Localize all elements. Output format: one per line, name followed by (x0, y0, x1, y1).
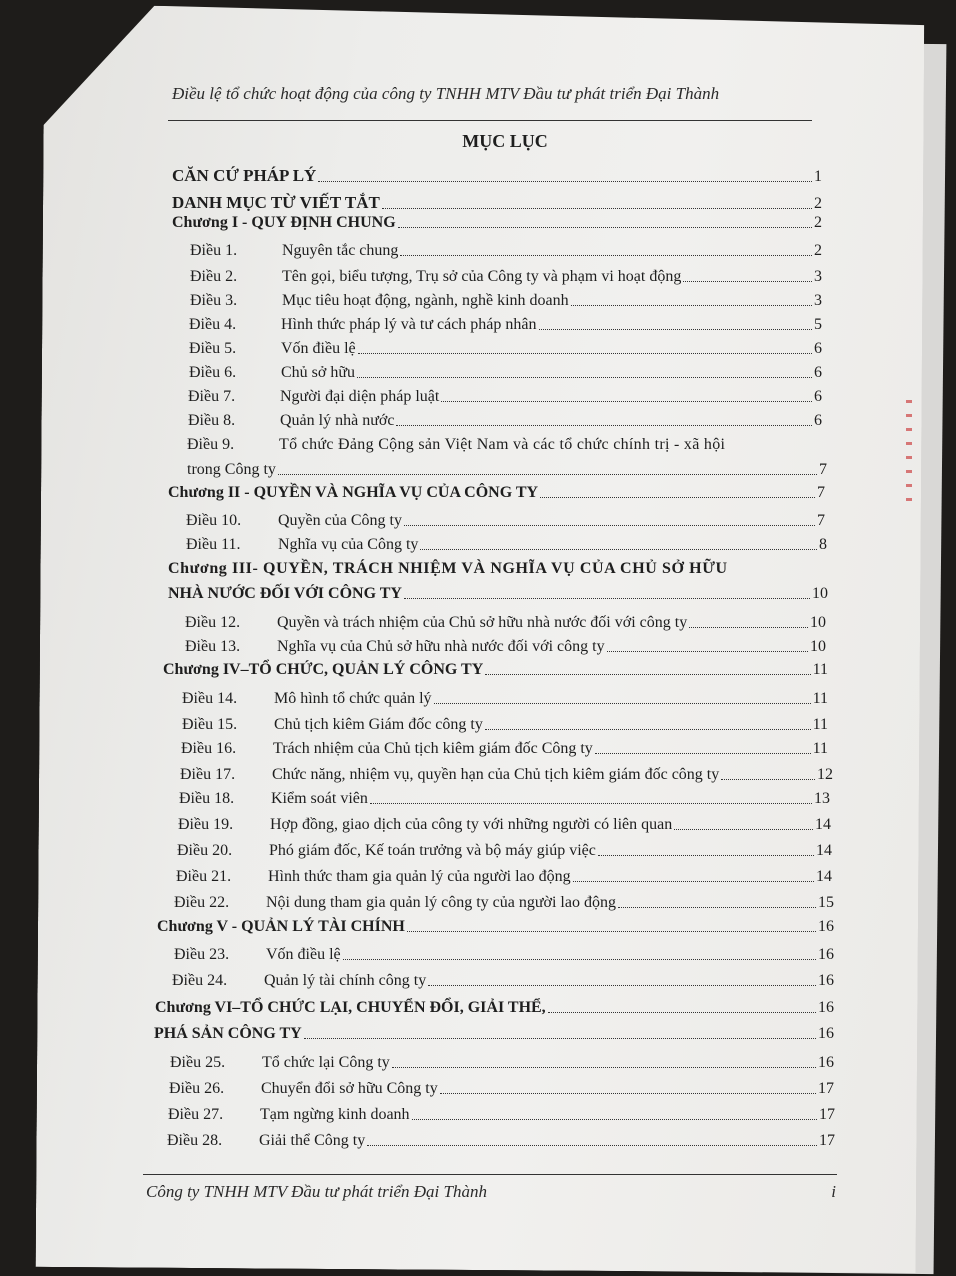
toc-article-title: Tổ chức Đảng Cộng sản Việt Nam và các tổ chức chính trị - xã hội (279, 436, 726, 453)
toc-chapter-entry[interactable] (157, 918, 834, 936)
edge-marks (906, 400, 912, 510)
footer-company: Công ty TNHH MTV Đầu tư phát triển Đại Thành (146, 1182, 487, 1201)
dot-leader (548, 1012, 816, 1013)
dot-leader (674, 829, 813, 830)
toc-page-number: 8 (819, 536, 827, 553)
toc-article-entry[interactable] (174, 894, 834, 912)
toc-article-entry[interactable] (189, 364, 822, 382)
toc-article-entry[interactable] (170, 1054, 834, 1072)
toc-article-number: Điều 16. (181, 740, 237, 757)
toc-article-number: Điều 3. (190, 292, 238, 309)
toc-entry-title: Mục tiêu hoạt động, ngành, nghề kinh doanh (282, 292, 569, 309)
toc-entry-title: Quản lý nhà nước (280, 412, 395, 429)
toc-entry-title: Tên gọi, biểu tượng, Trụ sở của Công ty và phạm vi hoạt động (282, 268, 682, 285)
dot-leader (398, 227, 812, 228)
toc-entry-title: Hình thức pháp lý và tư cách pháp nhân (281, 316, 537, 333)
dot-leader (683, 281, 812, 282)
dot-leader (607, 651, 808, 652)
toc-page-number: 14 (816, 842, 832, 859)
toc-entry-title: DANH MỤC TỪ VIẾT TẮT (172, 193, 380, 212)
dot-leader (595, 753, 811, 754)
toc-page-number: 16 (818, 1025, 834, 1042)
dot-leader (540, 497, 815, 498)
toc-entry-title: Người đại diện pháp luật (280, 388, 440, 405)
toc-article-number: Điều 6. (189, 364, 237, 381)
toc-article-entry[interactable] (185, 614, 826, 632)
toc-page-number: 10 (810, 638, 826, 655)
toc-entry-title: Chủ sở hữu (281, 364, 356, 381)
toc-entry-title: Mô hình tổ chức quản lý (274, 690, 432, 707)
toc-page-number: 14 (815, 816, 831, 833)
toc-page-number: 7 (817, 512, 825, 529)
dot-leader (721, 779, 815, 780)
toc-page-number: 12 (817, 766, 833, 783)
toc-article-number: Điều 11. (186, 536, 241, 553)
toc-entry-title: Chương VI–TỔ CHỨC LẠI, CHUYỂN ĐỔI, GIẢI THỂ, (155, 999, 546, 1016)
toc-article-entry[interactable] (188, 388, 822, 406)
toc-article-entry[interactable] (189, 316, 822, 334)
toc-page-number: 16 (818, 1054, 834, 1071)
dot-leader (370, 803, 812, 804)
toc-article-number: Điều 5. (189, 340, 237, 357)
dot-leader (571, 305, 812, 306)
toc-page-number: 5 (814, 316, 822, 333)
toc-article-continuation[interactable] (187, 461, 827, 479)
dot-leader (485, 729, 811, 730)
toc-article-entry[interactable] (190, 242, 822, 260)
toc-page-number: 2 (814, 242, 822, 259)
toc-page-number: 17 (819, 1132, 835, 1149)
toc-article-entry[interactable] (177, 842, 832, 860)
toc-entry-title: Chương I - QUY ĐỊNH CHUNG (172, 214, 396, 231)
toc-page-number: 16 (818, 918, 834, 935)
dot-leader (441, 401, 812, 402)
toc-entry-title: Chuyển đổi sở hữu Công ty (261, 1080, 438, 1097)
toc-chapter-entry[interactable] (163, 661, 828, 679)
toc-page-number: 7 (817, 484, 825, 501)
toc-entry-title: Hợp đồng, giao dịch của công ty với những người có liên quan (270, 816, 673, 833)
toc-entry-title: PHÁ SẢN CÔNG TY (154, 1025, 302, 1042)
toc-entry-title: Quyền của Công ty (278, 512, 402, 529)
dot-leader (618, 907, 816, 908)
toc-article-number: Điều 2. (190, 268, 238, 285)
toc-article-entry[interactable] (179, 790, 830, 808)
dot-leader (689, 627, 808, 628)
dot-leader (434, 703, 811, 704)
toc-page-number: 6 (814, 412, 822, 429)
toc-entry-title: Giải thể Công ty (259, 1132, 366, 1149)
toc-article-entry[interactable] (182, 716, 828, 734)
toc-page-number: 15 (818, 894, 834, 911)
toc-article-number: Điều 1. (190, 242, 238, 259)
toc-entry-title: Trách nhiệm của Chủ tịch kiêm giám đốc Công ty (273, 740, 593, 757)
toc-page-number: 6 (814, 364, 822, 381)
footer-rule (143, 1174, 837, 1175)
toc-entry-title: Chương V - QUẢN LÝ TÀI CHÍNH (157, 918, 405, 935)
toc-article-number: Điều 21. (176, 868, 232, 885)
toc-page-number: 6 (814, 340, 822, 357)
toc-article-entry[interactable] (174, 946, 834, 964)
toc-article-number: Điều 17. (180, 766, 236, 783)
dot-leader (404, 598, 810, 599)
toc-page-number: 17 (818, 1080, 834, 1097)
toc-page-number: 2 (814, 195, 822, 212)
footer-page-number: i (831, 1182, 836, 1201)
running-footer (146, 1182, 836, 1202)
toc-article-entry[interactable] (190, 268, 822, 286)
toc-article-entry[interactable] (172, 972, 834, 990)
toc-page-number: 6 (814, 388, 822, 405)
toc-article-entry[interactable] (167, 1132, 835, 1150)
dot-leader (392, 1067, 816, 1068)
dot-leader (367, 1145, 817, 1146)
toc-article-entry[interactable] (169, 1080, 834, 1098)
toc-entry-title: CĂN CỨ PHÁP LÝ (172, 166, 317, 185)
toc-article-number: Điều 7. (188, 388, 236, 405)
toc-page-number: 16 (818, 972, 834, 989)
dot-leader (400, 255, 812, 256)
toc-chapter-entry[interactable] (168, 484, 825, 502)
toc-chapter-entry[interactable] (172, 214, 822, 232)
toc-article-entry[interactable] (190, 292, 822, 310)
dot-leader (357, 377, 812, 378)
toc-article-entry[interactable] (180, 766, 833, 784)
toc-entry-title: Tạm ngừng kinh doanh (260, 1106, 410, 1123)
toc-entry-title: Vốn điều lệ (281, 340, 356, 357)
toc-top-entry[interactable] (172, 166, 822, 186)
toc-entry-title: Chương II - QUYỀN VÀ NGHĨA VỤ CỦA CÔNG TY (168, 484, 539, 501)
toc-page-number: 11 (812, 740, 828, 757)
toc-page-number: 16 (818, 946, 834, 963)
toc-page-number: 10 (812, 585, 828, 602)
toc-article-entry[interactable] (186, 536, 827, 554)
toc-article-entry[interactable] (176, 868, 832, 886)
dot-leader (407, 931, 816, 932)
running-header: Điều lệ tổ chức hoạt động của công ty TNHH MTV Đầu tư phát triển Đại Thành (172, 84, 720, 103)
toc-chapter-continuation[interactable] (168, 585, 828, 603)
toc-title: MỤC LỤC (462, 131, 548, 151)
dot-leader (420, 549, 817, 550)
toc-page-number: 16 (818, 999, 834, 1016)
toc-article-entry[interactable] (178, 816, 831, 834)
toc-title-cont: NHÀ NƯỚC ĐỐI VỚI CÔNG TY (168, 585, 402, 602)
toc-entry-title: Quyền và trách nhiệm của Chủ sở hữu nhà nước đối với công ty (277, 614, 688, 631)
toc-entry-title: Chủ tịch kiêm Giám đốc công ty (274, 716, 483, 733)
dot-leader (440, 1093, 816, 1094)
toc-article-number: Điều 15. (182, 716, 238, 733)
toc-page-number: 17 (819, 1106, 835, 1123)
toc-article-entry[interactable] (181, 740, 828, 758)
toc-article-entry[interactable] (189, 340, 822, 358)
toc-entry-title: Nội dung tham gia quản lý công ty của người lao động (266, 894, 616, 911)
dot-leader (343, 959, 816, 960)
toc-page-number: 14 (816, 868, 832, 885)
toc-page-number: 11 (812, 661, 828, 678)
toc-page-number: 3 (814, 268, 822, 285)
toc-title-cont: trong Công ty (187, 461, 276, 478)
toc-page-number: 3 (814, 292, 822, 309)
toc-article-number: Điều 4. (189, 316, 237, 333)
toc-chapter-title: Chương III- QUYỀN, TRÁCH NHIỆM VÀ NGHĨA VỤ CỦA CHỦ SỞ HỮU (168, 560, 728, 577)
dot-leader (428, 985, 816, 986)
dot-leader (539, 329, 813, 330)
dot-leader (396, 425, 812, 426)
toc-page-number: 11 (812, 716, 828, 733)
toc-article-number: Điều 27. (168, 1106, 224, 1123)
toc-article-entry[interactable] (185, 638, 826, 656)
toc-page-number: 11 (812, 690, 828, 707)
toc-article-entry[interactable] (188, 412, 822, 430)
dot-leader (573, 881, 814, 882)
toc-article-number: Điều 10. (186, 512, 242, 529)
toc-article-number: Điều 25. (170, 1054, 226, 1071)
toc-entry-title: Kiểm soát viên (271, 790, 368, 807)
toc-article-entry[interactable] (186, 512, 825, 530)
dot-leader (412, 1119, 817, 1120)
toc-article-number: Điều 28. (167, 1132, 223, 1149)
toc-entry-title: Quản lý tài chính công ty (264, 972, 427, 989)
toc-entry-title: Hình thức tham gia quản lý của người lao động (268, 868, 571, 885)
toc-entry-title: Nguyên tắc chung (282, 242, 399, 259)
toc-page-number: 13 (814, 790, 830, 807)
dot-leader (358, 353, 812, 354)
dot-leader (304, 1038, 816, 1039)
header-rule (168, 120, 812, 121)
toc-top-entry[interactable] (172, 193, 822, 213)
toc-article-number: Điều 12. (185, 614, 241, 631)
toc-article-number: Điều 20. (177, 842, 233, 859)
toc-article-number: Điều 23. (174, 946, 230, 963)
toc-article-number: Điều 13. (185, 638, 241, 655)
toc-entry-title: Nghĩa vụ của Chủ sở hữu nhà nước đối với công ty (277, 638, 605, 655)
toc-article-number: Điều 24. (172, 972, 228, 989)
toc-article-line (187, 436, 827, 454)
dot-leader (598, 855, 814, 856)
dot-leader (318, 181, 812, 182)
toc-page-number: 7 (819, 461, 827, 478)
toc-article-number: Điều 26. (169, 1080, 225, 1097)
toc-entry-title: Chương IV–TỔ CHỨC, QUẢN LÝ CÔNG TY (163, 661, 484, 678)
toc-entry-title: Nghĩa vụ của Công ty (278, 536, 419, 553)
dot-leader (278, 474, 817, 475)
toc-article-number: Điều 19. (178, 816, 234, 833)
toc-page-number: 1 (814, 168, 822, 185)
toc-article-number: Điều 14. (182, 690, 238, 707)
toc-entry-title: Chức năng, nhiệm vụ, quyền hạn của Chủ tịch kiêm giám đốc công ty (272, 766, 720, 783)
toc-article-number: Điều 22. (174, 894, 230, 911)
toc-article-number: Điều 8. (188, 412, 236, 429)
toc-article-number: Điều 9. (187, 436, 235, 453)
toc-article-entry[interactable] (182, 690, 828, 708)
toc-entry-title: Phó giám đốc, Kế toán trưởng và bộ máy giúp việc (269, 842, 596, 859)
toc-chapter-line (168, 560, 828, 578)
toc-article-entry[interactable] (168, 1106, 835, 1124)
toc-page-number: 2 (814, 214, 822, 231)
dot-leader (485, 674, 810, 675)
dot-leader (382, 208, 812, 209)
toc-entry-title: Vốn điều lệ (266, 946, 341, 963)
toc-chapter-entry[interactable] (155, 999, 834, 1017)
toc-page-number: 10 (810, 614, 826, 631)
toc-chapter-entry[interactable] (154, 1025, 834, 1043)
toc-entry-title: Tổ chức lại Công ty (262, 1054, 390, 1071)
toc-article-number: Điều 18. (179, 790, 235, 807)
dot-leader (404, 525, 815, 526)
